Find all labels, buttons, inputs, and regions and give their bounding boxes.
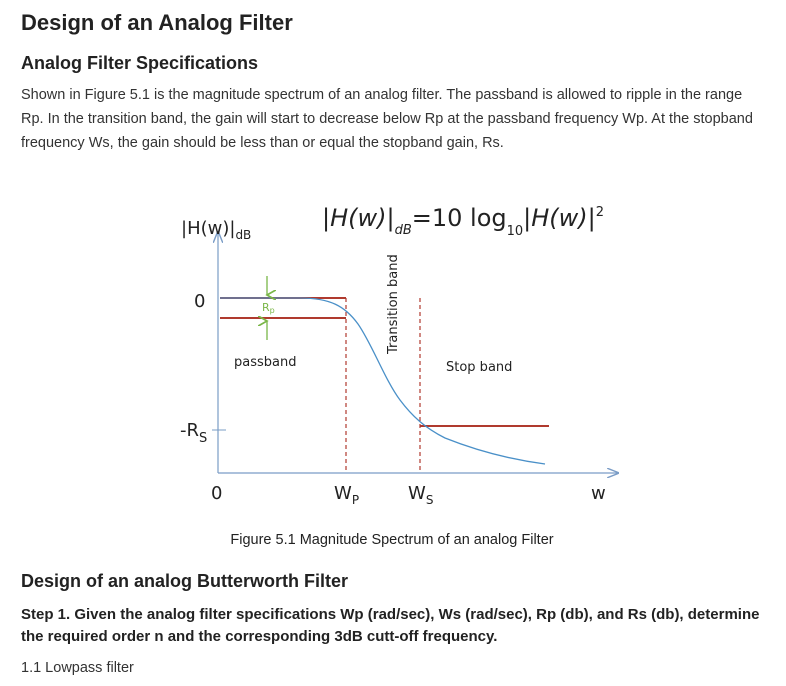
rp-label: Rp — [262, 301, 275, 315]
transition-band-label: Transition band — [386, 254, 401, 354]
butterworth-title: Design of an analog Butterworth Filter — [21, 571, 349, 591]
svg-text:|H(w)|dB=10 log10|H(w)|2: $|H(w)|_{dB}=10$ $\log_{10}|H(w)|^2$ — [322, 204, 605, 239]
figure-caption: Figure 5.1 Magnitude Spectrum of an analog Filter — [230, 532, 554, 548]
tick-wp: $W_P$ — [334, 483, 360, 507]
x-axis-label: w — [591, 483, 606, 504]
passband-label: passband — [234, 355, 297, 370]
page-heading: Design of an Analog Filter — [21, 10, 293, 35]
intro-paragraph: Shown in Figure 5.1 is the magnitude spectrum of an analog filter. The passband is allowed to ripple in the range Rp. In the transition band, the gain will start to decrease below Rp at the passband frequency Wp. At the stopband frequency Ws, the gain should be less than or equal the stopband gain, Rs. — [21, 87, 753, 151]
tick-zero-x: 0 — [211, 483, 223, 504]
magnitude-formula — [322, 204, 604, 239]
tick-ws: $W_S$ — [408, 483, 434, 507]
magnitude-curve — [220, 298, 545, 464]
tick-minus-rs: $-R_S$ — [180, 420, 208, 446]
y-axis-label: $|H(w)|_{dB}$ — [181, 218, 252, 242]
step1-text: Step 1. Given the analog filter specifications Wp (rad/sec), Ws (rad/sec), Rp (db), and Rs (db), determine the required order n and the corresponding 3dB cutt-off frequency. — [21, 606, 760, 645]
stopband-label: Stop band — [446, 360, 513, 375]
tick-zero-y: 0 — [194, 291, 206, 312]
section-title: Analog Filter Specifications — [21, 53, 259, 73]
subsection-lowpass: 1.1 Lowpass filter — [21, 660, 134, 676]
